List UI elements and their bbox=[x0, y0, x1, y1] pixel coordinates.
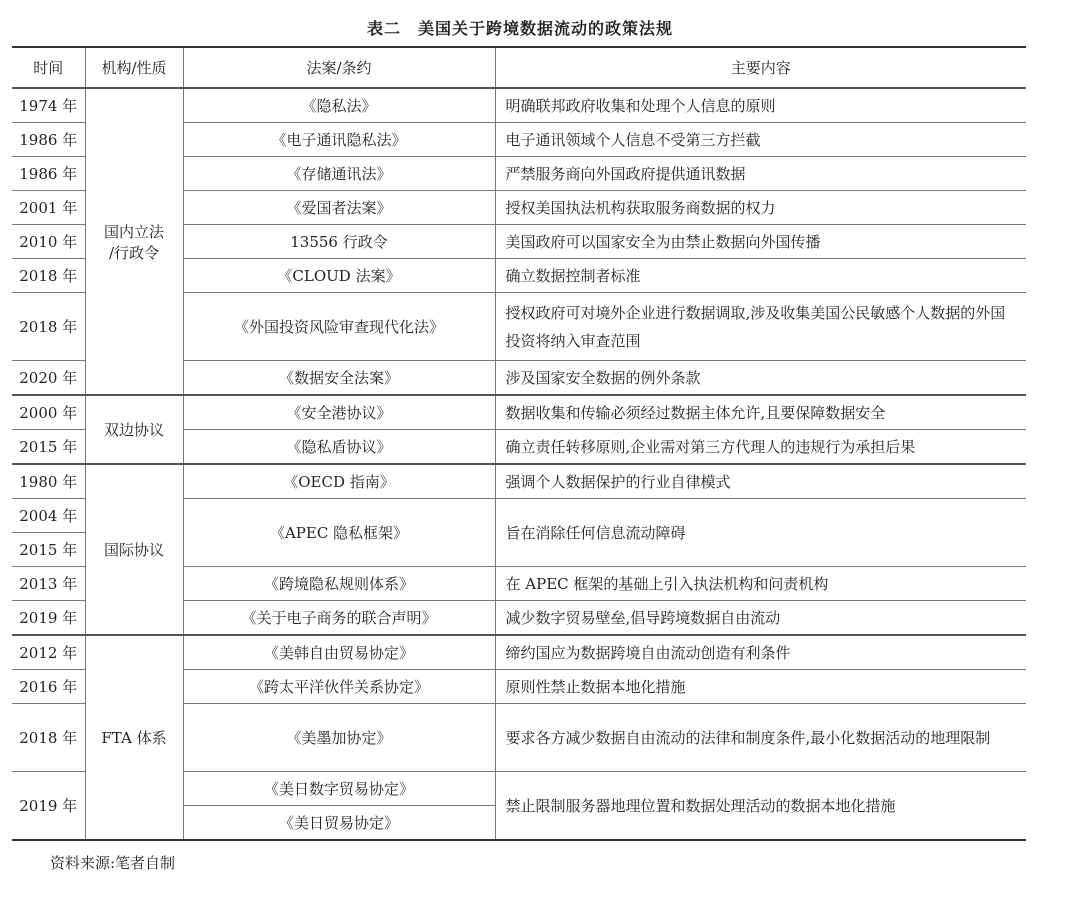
header-content: 主要内容 bbox=[495, 47, 1026, 88]
content-cell: 确立数据控制者标准 bbox=[495, 259, 1026, 293]
law-cell: 《存储通讯法》 bbox=[183, 157, 495, 191]
time-cell: 2013 年 bbox=[12, 567, 85, 601]
content-cell: 美国政府可以国家安全为由禁止数据向外国传播 bbox=[495, 225, 1026, 259]
law-cell: 《美日数字贸易协定》 bbox=[183, 772, 495, 806]
content-cell: 在 APEC 框架的基础上引入执法机构和问责机构 bbox=[495, 567, 1026, 601]
content-cell: 数据收集和传输必须经过数据主体允许,且要保障数据安全 bbox=[495, 395, 1026, 430]
content-cell: 减少数字贸易壁垒,倡导跨境数据自由流动 bbox=[495, 601, 1026, 636]
time-cell: 2020 年 bbox=[12, 361, 85, 396]
time-cell: 2018 年 bbox=[12, 704, 85, 772]
time-cell: 2010 年 bbox=[12, 225, 85, 259]
content-cell: 原则性禁止数据本地化措施 bbox=[495, 670, 1026, 704]
time-cell: 1980 年 bbox=[12, 464, 85, 499]
time-cell: 2004 年 bbox=[12, 499, 85, 533]
time-cell: 2015 年 bbox=[12, 533, 85, 567]
header-row bbox=[12, 47, 1026, 88]
header-org: 机构/性质 bbox=[85, 47, 183, 88]
time-cell: 2015 年 bbox=[12, 430, 85, 465]
content-cell: 强调个人数据保护的行业自律模式 bbox=[495, 464, 1026, 499]
table-row bbox=[12, 464, 1026, 499]
time-cell: 2019 年 bbox=[12, 772, 85, 841]
law-cell: 《安全港协议》 bbox=[183, 395, 495, 430]
content-cell: 授权政府可对境外企业进行数据调取,涉及收集美国公民敏感个人数据的外国投资将纳入审查范围 bbox=[495, 293, 1026, 361]
law-cell: 《外国投资风险审查现代化法》 bbox=[183, 293, 495, 361]
org-cell bbox=[85, 88, 183, 395]
law-cell: 《OECD 指南》 bbox=[183, 464, 495, 499]
org-cell: FTA 体系 bbox=[85, 635, 183, 840]
law-cell: 13556 行政令 bbox=[183, 225, 495, 259]
table-title: 表二 美国关于跨境数据流动的政策法规 bbox=[366, 19, 673, 38]
policy-table bbox=[12, 46, 1026, 841]
time-cell: 2018 年 bbox=[12, 259, 85, 293]
law-cell: 《美韩自由贸易协定》 bbox=[183, 635, 495, 670]
law-cell: 《隐私法》 bbox=[183, 88, 495, 123]
law-cell: 《隐私盾协议》 bbox=[183, 430, 495, 465]
table-row bbox=[12, 635, 1026, 670]
law-cell: 《电子通讯隐私法》 bbox=[183, 123, 495, 157]
law-cell: 《APEC 隐私框架》 bbox=[183, 499, 495, 567]
header-time: 时间 bbox=[12, 47, 85, 88]
content-cell: 明确联邦政府收集和处理个人信息的原则 bbox=[495, 88, 1026, 123]
law-cell: 《爱国者法案》 bbox=[183, 191, 495, 225]
source-note: 资料来源:笔者自制 bbox=[50, 854, 176, 872]
time-cell: 2018 年 bbox=[12, 293, 85, 361]
law-cell: 《美墨加协定》 bbox=[183, 704, 495, 772]
content-cell: 确立责任转移原则,企业需对第三方代理人的违规行为承担后果 bbox=[495, 430, 1026, 465]
law-cell: 《CLOUD 法案》 bbox=[183, 259, 495, 293]
content-cell: 旨在消除任何信息流动障碍 bbox=[495, 499, 1026, 567]
time-cell: 1986 年 bbox=[12, 157, 85, 191]
time-cell: 2012 年 bbox=[12, 635, 85, 670]
content-cell: 严禁服务商向外国政府提供通讯数据 bbox=[495, 157, 1026, 191]
table-row bbox=[12, 395, 1026, 430]
time-cell: 2016 年 bbox=[12, 670, 85, 704]
law-cell: 《跨太平洋伙伴关系协定》 bbox=[183, 670, 495, 704]
org-label: /行政令 bbox=[108, 243, 160, 262]
header-law: 法案/条约 bbox=[183, 47, 495, 88]
time-cell: 2019 年 bbox=[12, 601, 85, 636]
content-cell: 涉及国家安全数据的例外条款 bbox=[495, 361, 1026, 396]
time-cell: 2000 年 bbox=[12, 395, 85, 430]
content-cell: 缔约国应为数据跨境自由流动创造有利条件 bbox=[495, 635, 1026, 670]
time-cell: 2001 年 bbox=[12, 191, 85, 225]
content-cell: 电子通讯领域个人信息不受第三方拦截 bbox=[495, 123, 1026, 157]
time-cell: 1986 年 bbox=[12, 123, 85, 157]
content-cell: 禁止限制服务器地理位置和数据处理活动的数据本地化措施 bbox=[495, 772, 1026, 841]
law-cell: 《关于电子商务的联合声明》 bbox=[183, 601, 495, 636]
law-cell: 《美日贸易协定》 bbox=[183, 806, 495, 841]
table-row bbox=[12, 88, 1026, 123]
law-cell: 《跨境隐私规则体系》 bbox=[183, 567, 495, 601]
org-label: 国内立法 bbox=[103, 222, 164, 241]
org-cell: 双边协议 bbox=[85, 395, 183, 464]
law-cell: 《数据安全法案》 bbox=[183, 361, 495, 396]
time-cell: 1974 年 bbox=[12, 88, 85, 123]
content-cell: 授权美国执法机构获取服务商数据的权力 bbox=[495, 191, 1026, 225]
org-cell: 国际协议 bbox=[85, 464, 183, 635]
content-cell: 要求各方减少数据自由流动的法律和制度条件,最小化数据活动的地理限制 bbox=[495, 704, 1026, 772]
